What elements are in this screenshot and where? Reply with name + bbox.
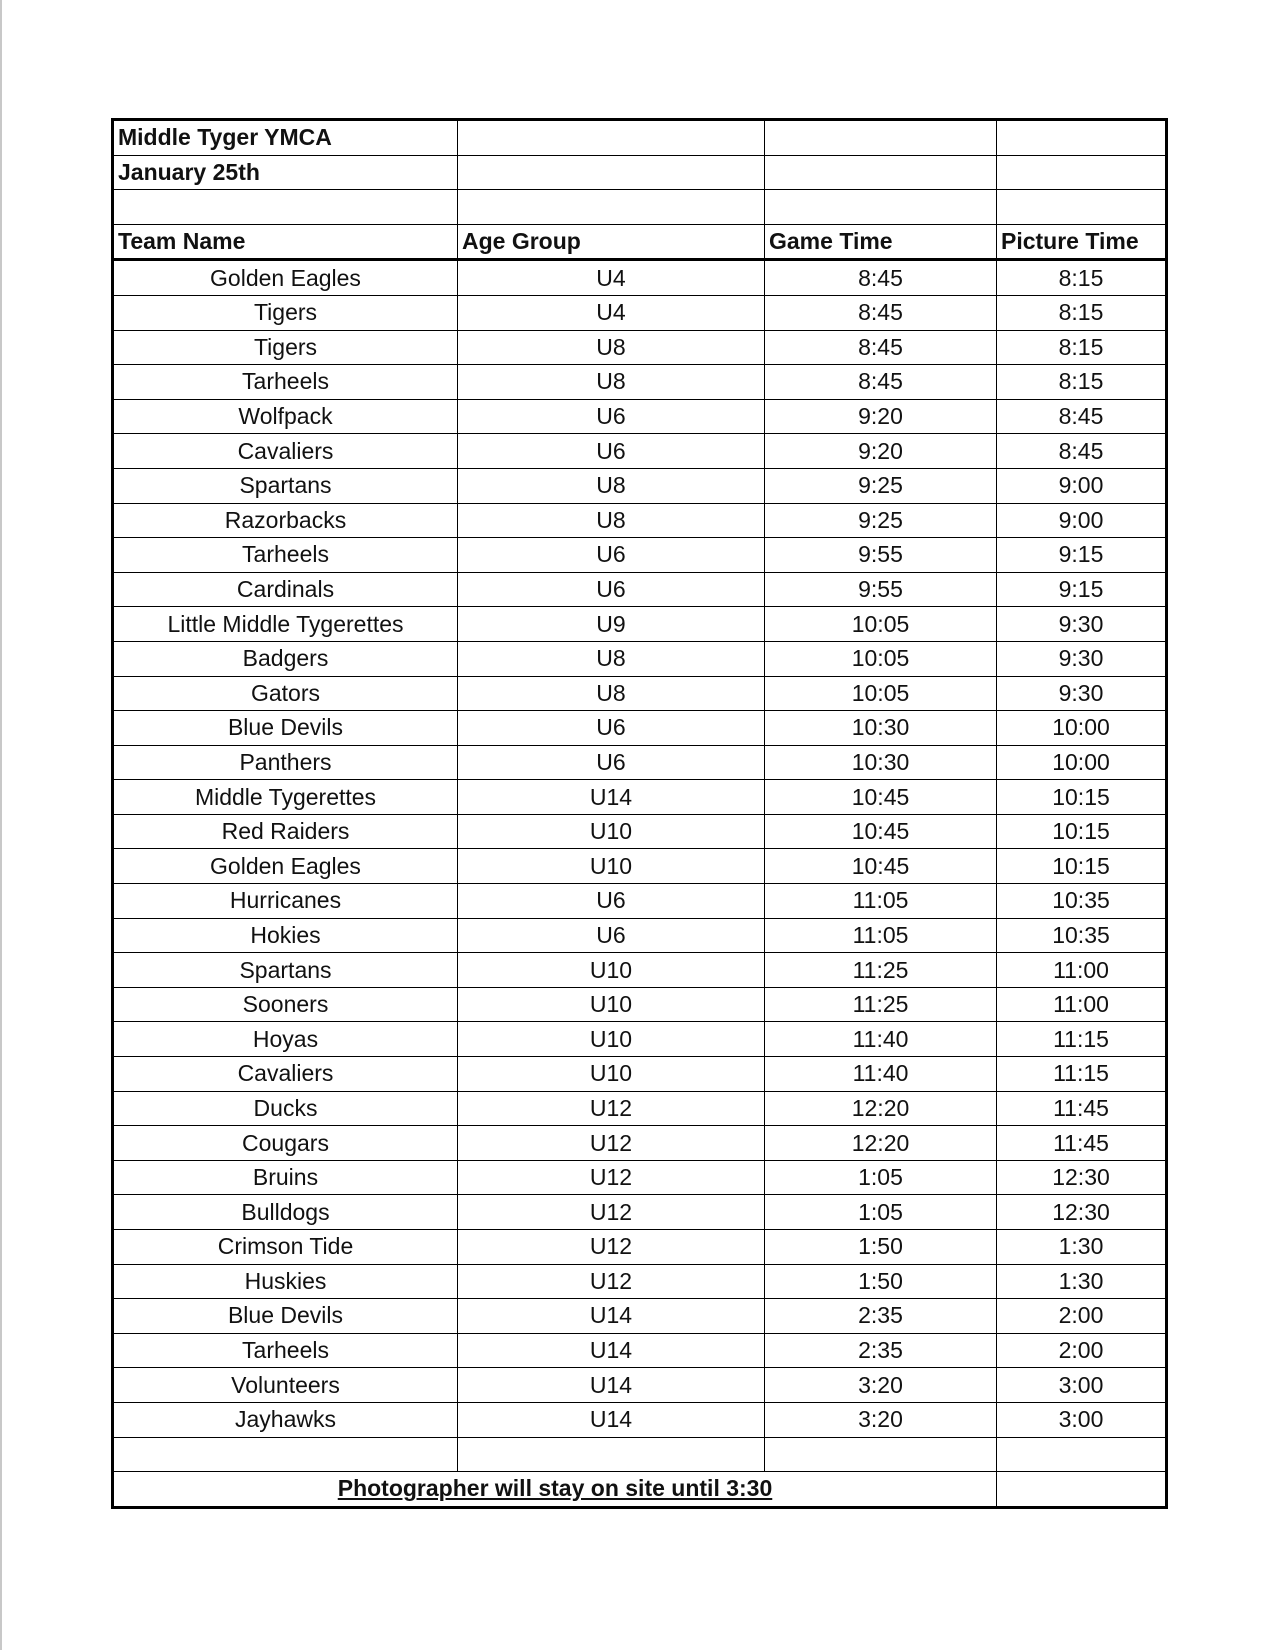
age-group-cell: U12 (458, 1230, 765, 1265)
game-time-cell: 12:20 (765, 1091, 997, 1126)
table-row (113, 1230, 1167, 1265)
team-name-cell: Little Middle Tygerettes (113, 607, 458, 642)
age-group-cell: U10 (458, 1022, 765, 1057)
picture-time-cell: 10:15 (997, 849, 1167, 884)
empty-cell (997, 1472, 1167, 1508)
header-age-group: Age Group (458, 224, 765, 260)
team-name-cell: Cougars (113, 1126, 458, 1161)
age-group-cell: U12 (458, 1091, 765, 1126)
org-row (113, 120, 1167, 156)
picture-time-cell: 11:45 (997, 1126, 1167, 1161)
game-time-cell: 9:25 (765, 503, 997, 538)
age-group-cell: U12 (458, 1264, 765, 1299)
age-group-cell: U6 (458, 572, 765, 607)
table-row (113, 1299, 1167, 1334)
team-name-cell: Tarheels (113, 365, 458, 400)
table-row (113, 1264, 1167, 1299)
game-time-cell: 12:20 (765, 1126, 997, 1161)
game-time-cell: 8:45 (765, 295, 997, 330)
team-name-cell: Golden Eagles (113, 260, 458, 296)
table-row (113, 260, 1167, 296)
table-row (113, 814, 1167, 849)
age-group-cell: U10 (458, 814, 765, 849)
team-name-cell: Tigers (113, 295, 458, 330)
game-time-cell: 9:25 (765, 468, 997, 503)
table-row (113, 918, 1167, 953)
page-edge (0, 0, 2, 1650)
game-time-cell: 3:20 (765, 1368, 997, 1403)
table-row (113, 330, 1167, 365)
picture-time-cell: 3:00 (997, 1368, 1167, 1403)
header-picture-time: Picture Time (997, 224, 1167, 260)
table-row (113, 434, 1167, 469)
table-row (113, 1368, 1167, 1403)
game-time-cell: 10:05 (765, 641, 997, 676)
table-row (113, 884, 1167, 919)
picture-time-cell: 9:15 (997, 572, 1167, 607)
table-row (113, 1195, 1167, 1230)
age-group-cell: U6 (458, 884, 765, 919)
age-group-cell: U12 (458, 1160, 765, 1195)
age-group-cell: U6 (458, 711, 765, 746)
picture-time-cell: 10:35 (997, 884, 1167, 919)
team-name-cell: Gators (113, 676, 458, 711)
table-row (113, 1402, 1167, 1437)
header-game-time: Game Time (765, 224, 997, 260)
table-row (113, 780, 1167, 815)
table-row (113, 365, 1167, 400)
team-name-cell: Hurricanes (113, 884, 458, 919)
table-row (113, 849, 1167, 884)
table-row (113, 745, 1167, 780)
game-time-cell: 2:35 (765, 1299, 997, 1334)
empty-cell (458, 190, 765, 225)
age-group-cell: U10 (458, 987, 765, 1022)
table-row (113, 1126, 1167, 1161)
game-time-cell: 9:20 (765, 434, 997, 469)
table-row (113, 676, 1167, 711)
picture-time-cell: 11:15 (997, 1022, 1167, 1057)
table-row (113, 641, 1167, 676)
table-row (113, 503, 1167, 538)
team-name-cell: Spartans (113, 468, 458, 503)
org-name: Middle Tyger YMCA (113, 120, 458, 156)
empty-cell (765, 155, 997, 190)
picture-time-cell: 10:35 (997, 918, 1167, 953)
picture-time-cell: 8:45 (997, 399, 1167, 434)
team-name-cell: Ducks (113, 1091, 458, 1126)
team-name-cell: Blue Devils (113, 711, 458, 746)
empty-cell (765, 190, 997, 225)
age-group-cell: U12 (458, 1126, 765, 1161)
age-group-cell: U8 (458, 330, 765, 365)
game-time-cell: 9:55 (765, 572, 997, 607)
game-time-cell: 10:45 (765, 849, 997, 884)
age-group-cell: U8 (458, 503, 765, 538)
spacer-row (113, 190, 1167, 225)
picture-time-cell: 8:45 (997, 434, 1167, 469)
game-time-cell: 10:30 (765, 745, 997, 780)
header-team-name: Team Name (113, 224, 458, 260)
age-group-cell: U8 (458, 468, 765, 503)
team-name-cell: Spartans (113, 953, 458, 988)
team-name-cell: Blue Devils (113, 1299, 458, 1334)
team-name-cell: Tarheels (113, 538, 458, 573)
team-name-cell: Hokies (113, 918, 458, 953)
game-time-cell: 11:05 (765, 918, 997, 953)
game-time-cell: 1:50 (765, 1264, 997, 1299)
team-name-cell: Tigers (113, 330, 458, 365)
picture-time-cell: 11:00 (997, 987, 1167, 1022)
age-group-cell: U10 (458, 953, 765, 988)
header-row (113, 224, 1167, 260)
game-time-cell: 1:50 (765, 1230, 997, 1265)
team-name-cell: Golden Eagles (113, 849, 458, 884)
team-name-cell: Panthers (113, 745, 458, 780)
age-group-cell: U8 (458, 676, 765, 711)
game-time-cell: 10:05 (765, 607, 997, 642)
age-group-cell: U14 (458, 780, 765, 815)
age-group-cell: U6 (458, 538, 765, 573)
empty-cell (997, 190, 1167, 225)
age-group-cell: U14 (458, 1299, 765, 1334)
game-time-cell: 2:35 (765, 1333, 997, 1368)
empty-cell (458, 155, 765, 190)
age-group-cell: U10 (458, 849, 765, 884)
game-time-cell: 11:40 (765, 1057, 997, 1092)
game-time-cell: 11:25 (765, 987, 997, 1022)
game-time-cell: 3:20 (765, 1402, 997, 1437)
photographer-note: Photographer will stay on site until 3:30 (113, 1472, 997, 1508)
game-time-cell: 1:05 (765, 1195, 997, 1230)
picture-time-cell: 8:15 (997, 330, 1167, 365)
empty-cell (458, 120, 765, 156)
team-name-cell: Middle Tygerettes (113, 780, 458, 815)
empty-cell (113, 190, 458, 225)
empty-cell (765, 120, 997, 156)
table-row (113, 1333, 1167, 1368)
age-group-cell: U6 (458, 918, 765, 953)
team-name-cell: Tarheels (113, 1333, 458, 1368)
table-row (113, 295, 1167, 330)
age-group-cell: U8 (458, 365, 765, 400)
game-time-cell: 10:05 (765, 676, 997, 711)
team-name-cell: Wolfpack (113, 399, 458, 434)
picture-time-cell: 10:00 (997, 745, 1167, 780)
picture-time-cell: 9:30 (997, 607, 1167, 642)
picture-time-cell: 9:30 (997, 676, 1167, 711)
table-row (113, 399, 1167, 434)
age-group-cell: U6 (458, 434, 765, 469)
age-group-cell: U4 (458, 295, 765, 330)
game-time-cell: 10:45 (765, 780, 997, 815)
table-row (113, 572, 1167, 607)
table-row (113, 607, 1167, 642)
table-row (113, 1057, 1167, 1092)
game-time-cell: 8:45 (765, 260, 997, 296)
schedule-table (111, 118, 1168, 1509)
picture-time-cell: 10:15 (997, 780, 1167, 815)
picture-time-cell: 11:15 (997, 1057, 1167, 1092)
game-time-cell: 10:30 (765, 711, 997, 746)
game-time-cell: 11:05 (765, 884, 997, 919)
picture-time-cell: 11:45 (997, 1091, 1167, 1126)
game-time-cell: 8:45 (765, 365, 997, 400)
picture-time-cell: 10:15 (997, 814, 1167, 849)
event-date: January 25th (113, 155, 458, 190)
team-name-cell: Huskies (113, 1264, 458, 1299)
picture-time-cell: 9:00 (997, 468, 1167, 503)
picture-time-cell: 8:15 (997, 365, 1167, 400)
game-time-cell: 10:45 (765, 814, 997, 849)
empty-cell (997, 120, 1167, 156)
table-row (113, 711, 1167, 746)
picture-time-cell: 11:00 (997, 953, 1167, 988)
game-time-cell: 11:25 (765, 953, 997, 988)
picture-time-cell: 9:00 (997, 503, 1167, 538)
picture-time-cell: 9:30 (997, 641, 1167, 676)
age-group-cell: U14 (458, 1402, 765, 1437)
table-row (113, 1091, 1167, 1126)
empty-cell (113, 1437, 458, 1472)
table-row (113, 953, 1167, 988)
team-name-cell: Bulldogs (113, 1195, 458, 1230)
picture-time-cell: 10:00 (997, 711, 1167, 746)
age-group-cell: U8 (458, 641, 765, 676)
age-group-cell: U10 (458, 1057, 765, 1092)
date-row (113, 155, 1167, 190)
team-name-cell: Sooners (113, 987, 458, 1022)
picture-time-cell: 1:30 (997, 1230, 1167, 1265)
footer-row (113, 1472, 1167, 1508)
table-row (113, 538, 1167, 573)
age-group-cell: U12 (458, 1195, 765, 1230)
game-time-cell: 8:45 (765, 330, 997, 365)
picture-time-cell: 12:30 (997, 1160, 1167, 1195)
game-time-cell: 1:05 (765, 1160, 997, 1195)
team-name-cell: Badgers (113, 641, 458, 676)
age-group-cell: U6 (458, 745, 765, 780)
picture-time-cell: 3:00 (997, 1402, 1167, 1437)
picture-time-cell: 9:15 (997, 538, 1167, 573)
table-row (113, 987, 1167, 1022)
table-row (113, 468, 1167, 503)
picture-time-cell: 2:00 (997, 1333, 1167, 1368)
age-group-cell: U6 (458, 399, 765, 434)
team-name-cell: Cavaliers (113, 434, 458, 469)
team-name-cell: Hoyas (113, 1022, 458, 1057)
spacer-row (113, 1437, 1167, 1472)
empty-cell (997, 155, 1167, 190)
team-name-cell: Bruins (113, 1160, 458, 1195)
game-time-cell: 9:20 (765, 399, 997, 434)
picture-time-cell: 12:30 (997, 1195, 1167, 1230)
game-time-cell: 11:40 (765, 1022, 997, 1057)
picture-time-cell: 8:15 (997, 295, 1167, 330)
age-group-cell: U9 (458, 607, 765, 642)
team-name-cell: Volunteers (113, 1368, 458, 1403)
table-row (113, 1022, 1167, 1057)
picture-time-cell: 2:00 (997, 1299, 1167, 1334)
picture-time-cell: 8:15 (997, 260, 1167, 296)
team-name-cell: Red Raiders (113, 814, 458, 849)
game-time-cell: 9:55 (765, 538, 997, 573)
table-row (113, 1160, 1167, 1195)
age-group-cell: U4 (458, 260, 765, 296)
team-name-cell: Crimson Tide (113, 1230, 458, 1265)
team-name-cell: Jayhawks (113, 1402, 458, 1437)
team-name-cell: Cavaliers (113, 1057, 458, 1092)
empty-cell (997, 1437, 1167, 1472)
empty-cell (765, 1437, 997, 1472)
empty-cell (458, 1437, 765, 1472)
team-name-cell: Cardinals (113, 572, 458, 607)
age-group-cell: U14 (458, 1368, 765, 1403)
age-group-cell: U14 (458, 1333, 765, 1368)
team-name-cell: Razorbacks (113, 503, 458, 538)
picture-time-cell: 1:30 (997, 1264, 1167, 1299)
